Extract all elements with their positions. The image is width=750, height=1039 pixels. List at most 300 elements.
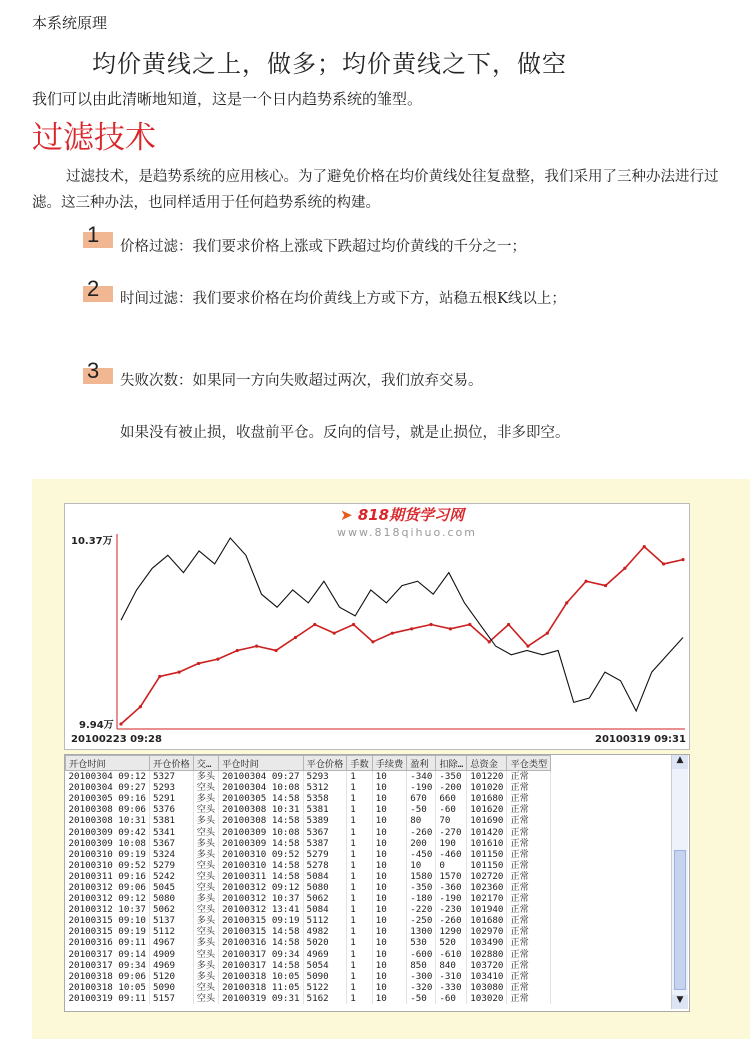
table-cell: 10 xyxy=(372,771,407,783)
table-cell: -360 xyxy=(436,882,467,893)
table-cell: 10 xyxy=(372,882,407,893)
table-cell: 101420 xyxy=(467,826,507,837)
table-cell: 20100305 09:16 xyxy=(66,793,150,804)
column-header[interactable]: 平仓价格 xyxy=(303,756,347,771)
table-cell: -270 xyxy=(436,826,467,837)
table-cell: 20100308 09:06 xyxy=(66,804,150,815)
table-cell: 5062 xyxy=(149,904,193,915)
table-cell: 正常 xyxy=(507,937,551,948)
table-cell: 20100315 09:10 xyxy=(66,915,150,926)
table-cell: 1 xyxy=(347,782,372,793)
table-cell: -200 xyxy=(436,782,467,793)
table-cell: 空头 xyxy=(193,882,218,893)
table-cell: 正常 xyxy=(507,926,551,937)
table-cell: 101690 xyxy=(467,815,507,826)
table-cell: -600 xyxy=(407,949,436,960)
table-cell: 20100319 09:31 xyxy=(219,993,303,1004)
table-cell: 1580 xyxy=(407,871,436,882)
table-row[interactable] xyxy=(66,771,551,783)
table-cell: 多头 xyxy=(193,815,218,826)
equity-point xyxy=(410,627,413,630)
table-cell: -320 xyxy=(407,982,436,993)
table-cell: 正常 xyxy=(507,871,551,882)
table-cell: 10 xyxy=(372,949,407,960)
table-cell: 空头 xyxy=(193,926,218,937)
table-cell: 空头 xyxy=(193,871,218,882)
table-cell: 70 xyxy=(436,815,467,826)
table-cell: 101620 xyxy=(467,804,507,815)
table-cell: 20100304 09:12 xyxy=(66,771,150,783)
table-cell: 1 xyxy=(347,771,372,783)
table-cell: 20100318 10:05 xyxy=(219,971,303,982)
item-number: 1 xyxy=(87,222,100,247)
table-cell: 20100312 10:37 xyxy=(66,904,150,915)
equity-point xyxy=(488,640,491,643)
table-cell: 20100310 09:52 xyxy=(219,849,303,860)
table-cell: 20100317 09:34 xyxy=(219,949,303,960)
table-cell: 正常 xyxy=(507,826,551,837)
table-cell: 1 xyxy=(347,804,372,815)
table-cell: 20100309 10:08 xyxy=(66,838,150,849)
closing-text: 如果没有被止损，收盘前平仓。反向的信号，就是止损位，非多即空。 xyxy=(120,425,570,441)
table-cell: 1 xyxy=(347,793,372,804)
table-cell: 20100312 09:12 xyxy=(66,893,150,904)
table-cell: 多头 xyxy=(193,771,218,783)
table-cell: 5279 xyxy=(149,860,193,871)
table-cell: 20100310 09:52 xyxy=(66,860,150,871)
table-cell: 10 xyxy=(407,860,436,871)
table-cell: 10 xyxy=(372,993,407,1004)
table-cell: 4967 xyxy=(149,937,193,948)
equity-point xyxy=(274,649,277,652)
table-cell: 20100308 10:31 xyxy=(66,815,150,826)
table-cell: 20100310 09:19 xyxy=(66,849,150,860)
column-header[interactable]: 平仓类型 xyxy=(507,756,551,771)
table-cell: 正常 xyxy=(507,893,551,904)
table-cell: 1 xyxy=(347,860,372,871)
table-cell: 5376 xyxy=(149,804,193,815)
table-cell: 10 xyxy=(372,860,407,871)
table-cell: 1 xyxy=(347,871,372,882)
table-row[interactable] xyxy=(66,937,551,948)
table-cell: 5020 xyxy=(303,937,347,948)
table-cell: 5080 xyxy=(149,893,193,904)
equity-point xyxy=(294,636,297,639)
table-cell: 正常 xyxy=(507,838,551,849)
equity-point xyxy=(333,632,336,635)
table-cell: 多头 xyxy=(193,915,218,926)
table-cell: -350 xyxy=(407,882,436,893)
table-row[interactable] xyxy=(66,860,551,871)
table-row[interactable] xyxy=(66,904,551,915)
equity-point xyxy=(449,627,452,630)
table-cell: 20100312 09:06 xyxy=(66,882,150,893)
table-row[interactable] xyxy=(66,926,551,937)
table-cell: 102880 xyxy=(467,949,507,960)
table-cell: 正常 xyxy=(507,771,551,783)
table-cell: -610 xyxy=(436,949,467,960)
table-cell: 正常 xyxy=(507,860,551,871)
table-cell: 20100308 14:58 xyxy=(219,815,303,826)
table-cell: 10 xyxy=(372,838,407,849)
table-cell: 10 xyxy=(372,960,407,971)
column-header[interactable]: 盈利 xyxy=(407,756,436,771)
table-cell: 1 xyxy=(347,904,372,915)
equity-point xyxy=(623,567,626,570)
table-cell: 20100317 14:58 xyxy=(219,960,303,971)
table-cell: 1 xyxy=(347,893,372,904)
table-cell: 5080 xyxy=(303,882,347,893)
table-cell: 20100311 09:16 xyxy=(66,871,150,882)
table-cell: 5090 xyxy=(303,971,347,982)
column-header[interactable]: 手数 xyxy=(347,756,372,771)
item-number-badge xyxy=(83,222,113,248)
table-cell: 20100315 14:58 xyxy=(219,926,303,937)
table-cell: 4909 xyxy=(149,949,193,960)
table-cell: 多头 xyxy=(193,937,218,948)
table-cell: 20100316 14:58 xyxy=(219,937,303,948)
equity-point xyxy=(371,640,374,643)
table-cell: 10 xyxy=(372,904,407,915)
table-cell: 5293 xyxy=(149,782,193,793)
item-number-badge xyxy=(83,358,113,384)
table-cell: 正常 xyxy=(507,793,551,804)
table-cell: 102720 xyxy=(467,871,507,882)
table-cell: 20100317 09:34 xyxy=(66,960,150,971)
table-cell: 10 xyxy=(372,893,407,904)
table-cell: 190 xyxy=(436,838,467,849)
item-price-filter: 价格过滤：我们要求价格上涨或下跌超过均价黄线的千分之一； xyxy=(120,239,526,255)
table-cell: -260 xyxy=(407,826,436,837)
table-cell: 1 xyxy=(347,960,372,971)
table-row[interactable] xyxy=(66,993,551,1004)
table-cell: 多头 xyxy=(193,960,218,971)
table-cell: 20100304 09:27 xyxy=(219,771,303,783)
column-header[interactable]: 手续费 xyxy=(372,756,407,771)
table-cell: -460 xyxy=(436,849,467,860)
equity-point xyxy=(255,645,258,648)
table-cell: 5112 xyxy=(149,926,193,937)
table-cell: 5278 xyxy=(303,860,347,871)
table-cell: -350 xyxy=(436,771,467,783)
table-header-row xyxy=(66,756,551,771)
table-row[interactable] xyxy=(66,815,551,826)
table-row[interactable] xyxy=(66,871,551,882)
table-cell: 5291 xyxy=(149,793,193,804)
table-cell: 20100318 09:06 xyxy=(66,971,150,982)
item-number-badge xyxy=(83,276,113,302)
equity-point xyxy=(197,662,200,665)
table-cell: 103490 xyxy=(467,937,507,948)
scroll-up-icon[interactable]: ▲ xyxy=(672,755,688,769)
table-row[interactable] xyxy=(66,882,551,893)
table-cell: 1 xyxy=(347,982,372,993)
table-cell: 850 xyxy=(407,960,436,971)
table-cell: 10 xyxy=(372,871,407,882)
table-cell: 多头 xyxy=(193,793,218,804)
table-cell: 5381 xyxy=(149,815,193,826)
table-cell: 空头 xyxy=(193,949,218,960)
table-row[interactable] xyxy=(66,793,551,804)
equity-point xyxy=(546,632,549,635)
table-cell: 103410 xyxy=(467,971,507,982)
equity-point xyxy=(216,658,219,661)
equity-point xyxy=(158,675,161,678)
table-cell: 5387 xyxy=(303,838,347,849)
table-cell: 20100309 09:42 xyxy=(66,826,150,837)
chart-svg xyxy=(65,504,689,749)
table-row[interactable] xyxy=(66,960,551,971)
table-cell: 530 xyxy=(407,937,436,948)
table-cell: 1290 xyxy=(436,926,467,937)
table-cell: 101220 xyxy=(467,771,507,783)
table-cell: 20100308 10:31 xyxy=(219,804,303,815)
table-cell: 20100315 09:19 xyxy=(219,915,303,926)
table-row[interactable] xyxy=(66,782,551,793)
table-cell: -300 xyxy=(407,971,436,982)
table-cell: 20100319 09:11 xyxy=(66,993,150,1004)
equity-point xyxy=(565,601,568,604)
table-row[interactable] xyxy=(66,849,551,860)
table-cell: 670 xyxy=(407,793,436,804)
table-cell: 20100312 13:41 xyxy=(219,904,303,915)
table-cell: -450 xyxy=(407,849,436,860)
table-row[interactable] xyxy=(66,893,551,904)
table-cell: -310 xyxy=(436,971,467,982)
table-cell: 101940 xyxy=(467,904,507,915)
table-row[interactable] xyxy=(66,804,551,815)
scroll-down-icon[interactable]: ▼ xyxy=(672,995,688,1009)
equity-point xyxy=(604,584,607,587)
trade-table-window xyxy=(64,754,690,1012)
table-cell: 正常 xyxy=(507,915,551,926)
table-cell: 20100318 11:05 xyxy=(219,982,303,993)
flame-logo-icon: ➤ xyxy=(340,506,353,524)
table-cell: 101020 xyxy=(467,782,507,793)
table-cell: 102170 xyxy=(467,893,507,904)
table-cell: -50 xyxy=(407,993,436,1004)
headline: 均价黄线之上，做多；均价黄线之下，做空 xyxy=(92,50,567,78)
equity-point xyxy=(429,623,432,626)
table-cell: 正常 xyxy=(507,804,551,815)
table-cell: 10 xyxy=(372,937,407,948)
item-number: 2 xyxy=(87,276,100,301)
equity-point xyxy=(662,562,665,565)
table-cell: 101680 xyxy=(467,915,507,926)
table-cell: 10 xyxy=(372,826,407,837)
table-cell: 5293 xyxy=(303,771,347,783)
table-cell: 1 xyxy=(347,838,372,849)
watermark-url: www.818qihuo.com xyxy=(337,526,477,539)
table-cell: 5062 xyxy=(303,893,347,904)
table-cell: 200 xyxy=(407,838,436,849)
table-row[interactable] xyxy=(66,982,551,993)
table-cell: 1 xyxy=(347,915,372,926)
table-row[interactable] xyxy=(66,915,551,926)
table-cell: -260 xyxy=(436,915,467,926)
table-cell: 空头 xyxy=(193,904,218,915)
equity-point xyxy=(119,722,122,725)
table-cell: -60 xyxy=(436,993,467,1004)
table-cell: 1 xyxy=(347,993,372,1004)
table-cell: 1 xyxy=(347,971,372,982)
table-cell: 正常 xyxy=(507,971,551,982)
table-cell: 20100318 10:05 xyxy=(66,982,150,993)
table-cell: 1 xyxy=(347,826,372,837)
table-cell: 10 xyxy=(372,926,407,937)
table-cell: 5084 xyxy=(303,871,347,882)
table-cell: 101680 xyxy=(467,793,507,804)
table-cell: 10 xyxy=(372,971,407,982)
table-cell: 5279 xyxy=(303,849,347,860)
item-time-filter: 时间过滤：我们要求价格在均价黄线上方或下方，站稳五根K线以上； xyxy=(120,291,566,307)
table-cell: 101150 xyxy=(467,860,507,871)
table-cell: 20100309 14:58 xyxy=(219,838,303,849)
table-cell: 20100310 14:58 xyxy=(219,860,303,871)
scroll-thumb[interactable] xyxy=(674,850,686,990)
column-header[interactable]: 交… xyxy=(193,756,218,771)
table-cell: 1300 xyxy=(407,926,436,937)
equity-point xyxy=(178,670,181,673)
equity-line xyxy=(121,547,683,724)
section-title: 本系统原理 xyxy=(32,14,108,32)
column-header[interactable]: 开仓价格 xyxy=(149,756,193,771)
table-cell: 正常 xyxy=(507,849,551,860)
table-cell: 101150 xyxy=(467,849,507,860)
table-cell: -330 xyxy=(436,982,467,993)
equity-point xyxy=(585,580,588,583)
equity-point xyxy=(313,623,316,626)
table-cell: 840 xyxy=(436,960,467,971)
table-cell: 正常 xyxy=(507,904,551,915)
column-header[interactable]: 扣除… xyxy=(436,756,467,771)
price-line xyxy=(121,538,683,711)
table-cell: 10 xyxy=(372,915,407,926)
table-cell: 5381 xyxy=(303,804,347,815)
brand-text: 818期货学习网 xyxy=(357,506,465,524)
column-header[interactable]: 开仓时间 xyxy=(66,756,150,771)
table-cell: 5312 xyxy=(303,782,347,793)
table-cell: 1 xyxy=(347,849,372,860)
x-end-label: 20100319 09:31 xyxy=(595,734,686,745)
table-cell: 20100317 09:14 xyxy=(66,949,150,960)
equity-point xyxy=(468,623,471,626)
table-cell: 多头 xyxy=(193,838,218,849)
table-cell: -50 xyxy=(407,804,436,815)
table-cell: 多头 xyxy=(193,971,218,982)
table-row[interactable] xyxy=(66,971,551,982)
table-cell: 20100316 09:11 xyxy=(66,937,150,948)
table-cell: 5341 xyxy=(149,826,193,837)
table-cell: 103720 xyxy=(467,960,507,971)
table-cell: 5157 xyxy=(149,993,193,1004)
trade-table xyxy=(65,755,551,1004)
table-cell: 1 xyxy=(347,882,372,893)
table-cell: 正常 xyxy=(507,815,551,826)
equity-point xyxy=(391,632,394,635)
table-cell: 空头 xyxy=(193,993,218,1004)
filter-heading: 过滤技术 xyxy=(32,120,156,156)
table-cell: 20100312 10:37 xyxy=(219,893,303,904)
table-cell: 0 xyxy=(436,860,467,871)
table-cell: 空头 xyxy=(193,860,218,871)
table-cell: 正常 xyxy=(507,882,551,893)
table-cell: 20100304 09:27 xyxy=(66,782,150,793)
table-cell: 空头 xyxy=(193,826,218,837)
table-cell: 5054 xyxy=(303,960,347,971)
table-cell: 5324 xyxy=(149,849,193,860)
item-failure-count: 失败次数：如果同一方向失败超过两次，我们放弃交易。 xyxy=(120,373,483,389)
column-header[interactable]: 总资金 xyxy=(467,756,507,771)
y-top-label: 10.37万 xyxy=(71,536,113,547)
table-cell: 1 xyxy=(347,937,372,948)
table-cell: -220 xyxy=(407,904,436,915)
table-cell: 10 xyxy=(372,793,407,804)
table-cell: 5389 xyxy=(303,815,347,826)
equity-point xyxy=(236,649,239,652)
table-cell: 10 xyxy=(372,804,407,815)
vertical-scrollbar[interactable] xyxy=(671,755,688,1009)
table-cell: 5120 xyxy=(149,971,193,982)
table-row[interactable] xyxy=(66,949,551,960)
table-cell: 空头 xyxy=(193,782,218,793)
equity-point xyxy=(643,545,646,548)
column-header[interactable]: 平仓时间 xyxy=(219,756,303,771)
table-cell: -190 xyxy=(436,893,467,904)
table-cell: 空头 xyxy=(193,982,218,993)
table-cell: 正常 xyxy=(507,949,551,960)
table-cell: 1 xyxy=(347,815,372,826)
table-cell: -340 xyxy=(407,771,436,783)
table-cell: 10 xyxy=(372,782,407,793)
table-cell: 4969 xyxy=(303,949,347,960)
table-cell: 1 xyxy=(347,926,372,937)
table-cell: 1 xyxy=(347,949,372,960)
table-row[interactable] xyxy=(66,826,551,837)
x-start-label: 20100223 09:28 xyxy=(71,734,162,745)
table-cell: 103020 xyxy=(467,993,507,1004)
table-cell: 5367 xyxy=(149,838,193,849)
table-cell: 正常 xyxy=(507,782,551,793)
table-cell: 520 xyxy=(436,937,467,948)
equity-point xyxy=(139,705,142,708)
table-cell: 10 xyxy=(372,849,407,860)
table-cell: 102360 xyxy=(467,882,507,893)
filter-paragraph: 过滤技术，是趋势系统的应用核心。为了避免价格在均价黄线处往复盘整，我们采用了三种办法进行过滤。这三种办法，也同样适用于任何趋势系统的构建。 xyxy=(32,169,719,211)
table-row[interactable] xyxy=(66,838,551,849)
equity-point xyxy=(352,623,355,626)
table-cell: 5242 xyxy=(149,871,193,882)
table-cell: 80 xyxy=(407,815,436,826)
table-cell: 20100305 14:58 xyxy=(219,793,303,804)
table-cell: 103080 xyxy=(467,982,507,993)
table-cell: 20100311 14:58 xyxy=(219,871,303,882)
item-number: 3 xyxy=(87,358,100,383)
table-cell: 101610 xyxy=(467,838,507,849)
table-cell: 5112 xyxy=(303,915,347,926)
table-cell: 多头 xyxy=(193,849,218,860)
table-cell: 5122 xyxy=(303,982,347,993)
table-cell: 10 xyxy=(372,815,407,826)
table-cell: -60 xyxy=(436,804,467,815)
table-cell: 4969 xyxy=(149,960,193,971)
table-cell: 1570 xyxy=(436,871,467,882)
table-cell: 20100304 10:08 xyxy=(219,782,303,793)
y-bottom-label: 9.94万 xyxy=(79,720,114,731)
equity-point xyxy=(681,558,684,561)
table-cell: 20100309 10:08 xyxy=(219,826,303,837)
table-cell: 5358 xyxy=(303,793,347,804)
